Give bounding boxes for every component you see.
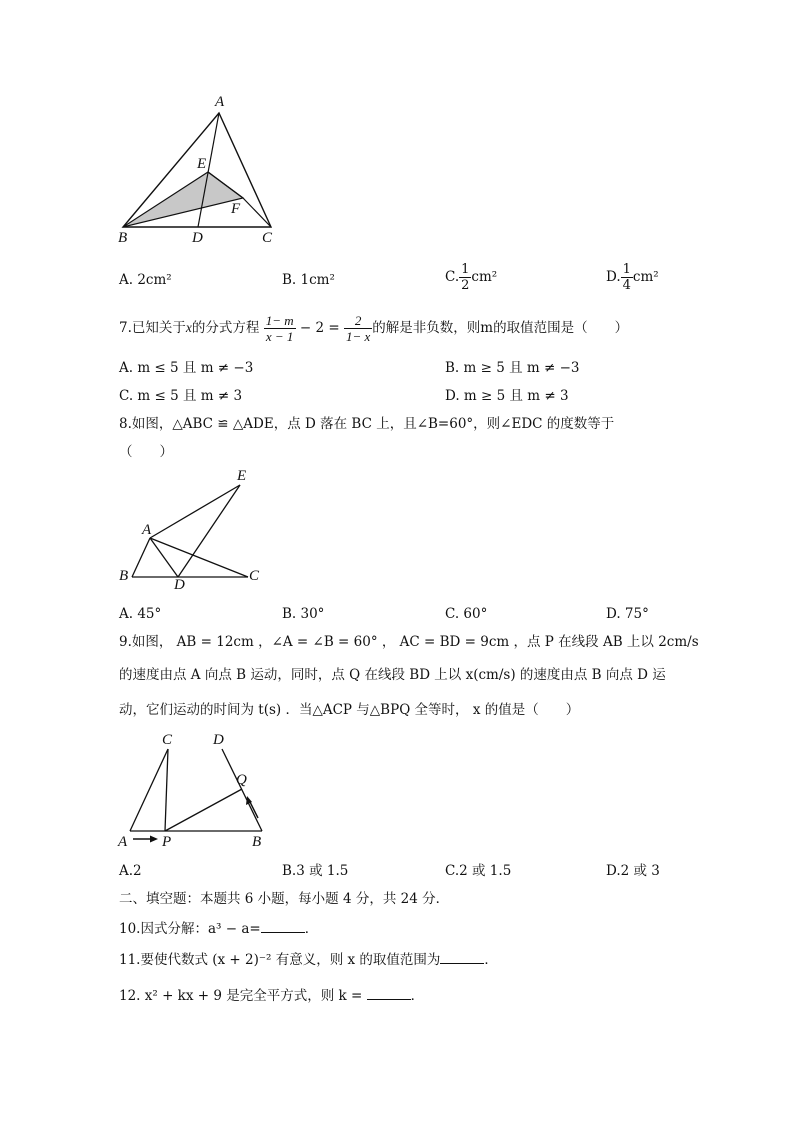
label-f: F: [231, 201, 241, 217]
fraction-denominator: 4: [622, 278, 631, 293]
q9-stem-line3: 动，它们运动的时间为 t(s) ．当△ACP 与△BPQ 全等时， x 的值是（ ）: [119, 702, 580, 718]
fraction-numerator: 1: [622, 262, 631, 277]
q7-minus-two: − 2 =: [299, 320, 340, 336]
label-c: C: [249, 568, 260, 584]
q7-tail: 的解是非负数，则m的取值范围是（ ）: [372, 320, 629, 336]
fraction-numerator: 1− m: [265, 313, 294, 328]
segment-bd: [222, 749, 262, 831]
label-c: C: [162, 732, 173, 748]
q9-option-c: C.2 或 1.5: [445, 863, 512, 879]
segment-ac: [130, 749, 168, 831]
q10: [119, 918, 318, 938]
q12-text: 12. x² + kx + 9 是完全平方式，则 k =: [119, 988, 363, 1004]
label-b: B: [252, 834, 262, 850]
label-e: E: [237, 468, 247, 484]
q7-lead: 7.已知关于: [119, 320, 186, 336]
q11-end: ．: [484, 952, 498, 968]
q10-end: ．: [304, 921, 319, 937]
q9-option-b: B.3 或 1.5: [282, 863, 349, 879]
q9-stem-line1: 9.如图， AB = 12cm ，∠A = ∠B = 60° ， AC = BD = 9cm ，点 P 在线段 AB 上以 2cm/s: [119, 634, 699, 650]
q6-option-b: B. 1cm²: [282, 272, 335, 288]
q11-answer-blank[interactable]: [440, 949, 484, 964]
segment-cp: [165, 749, 168, 831]
arrow-right-icon: [150, 836, 158, 843]
q7-option-d: D. m ≥ 5 且 m ≠ 3: [445, 388, 569, 404]
label-q: Q: [236, 772, 247, 788]
section-heading: 二、填空题：本题共 6 小题，每小题 4 分，共 24 分．: [119, 891, 450, 907]
q8-option-a: A. 45°: [119, 606, 162, 622]
label-a: A: [118, 834, 128, 850]
label-b: B: [119, 568, 129, 584]
q6-option-a: A. 2cm²: [119, 272, 172, 288]
fraction-numerator: 1: [461, 262, 470, 277]
q6-option-d-unit: cm²: [632, 269, 659, 285]
label-e: E: [197, 156, 207, 172]
q9-option-a: A.2: [119, 863, 142, 879]
label-p: P: [162, 834, 172, 850]
q9-option-d: D.2 或 3: [606, 863, 660, 879]
q8-stem-line2: （ ）: [119, 444, 173, 460]
q9-stem-line2: 的速度由点 A 向点 B 运动，同时，点 Q 在线段 BD 上以 x(cm/s) 的速度由点 B 向点 D 运: [119, 667, 666, 683]
q7-mid: 的分式方程: [191, 320, 260, 336]
q7-variable: x: [185, 320, 192, 335]
label-a: A: [215, 94, 225, 110]
q6-option-d-prefix: D.: [606, 269, 621, 285]
fraction-numerator: 2: [344, 313, 372, 329]
q8-option-c: C. 60°: [445, 606, 488, 622]
q8-option-d: D. 75°: [606, 606, 649, 622]
q10-answer-blank[interactable]: [261, 918, 305, 933]
label-d: D: [192, 230, 203, 246]
label-d: D: [213, 732, 224, 748]
q6-option-c-prefix: C.: [445, 269, 460, 285]
label-c: C: [262, 230, 273, 246]
q11: [119, 949, 498, 969]
q11-text: 11.要使代数式 (x + 2)⁻² 有意义，则 x 的取值范围为: [119, 952, 441, 968]
label-a: A: [142, 522, 152, 538]
q8-stem-line1: 8.如图，△ABC ≌ △ADE，点 D 落在 BC 上，且∠B=60°，则∠EDC 的度数等于: [119, 416, 615, 432]
q12: [119, 985, 424, 1005]
segment-pq: [165, 789, 242, 831]
q7-option-b: B. m ≥ 5 且 m ≠ −3: [445, 360, 580, 376]
q7-option-c: C. m ≤ 5 且 m ≠ 3: [119, 388, 243, 404]
q10-text: 10.因式分解：a³ − a=: [119, 921, 261, 937]
label-b: B: [118, 230, 128, 246]
q12-answer-blank[interactable]: [367, 985, 411, 1000]
label-d: D: [174, 577, 185, 593]
fraction-denominator: x − 1: [265, 329, 294, 344]
q8-option-b: B. 30°: [282, 606, 325, 622]
q6-option-c-unit: cm²: [471, 269, 498, 285]
fraction-denominator: 2: [461, 278, 470, 293]
fraction-denominator: 1− x: [346, 329, 371, 344]
q7-option-a: A. m ≤ 5 且 m ≠ −3: [119, 360, 254, 376]
q12-end: ．: [410, 988, 425, 1004]
